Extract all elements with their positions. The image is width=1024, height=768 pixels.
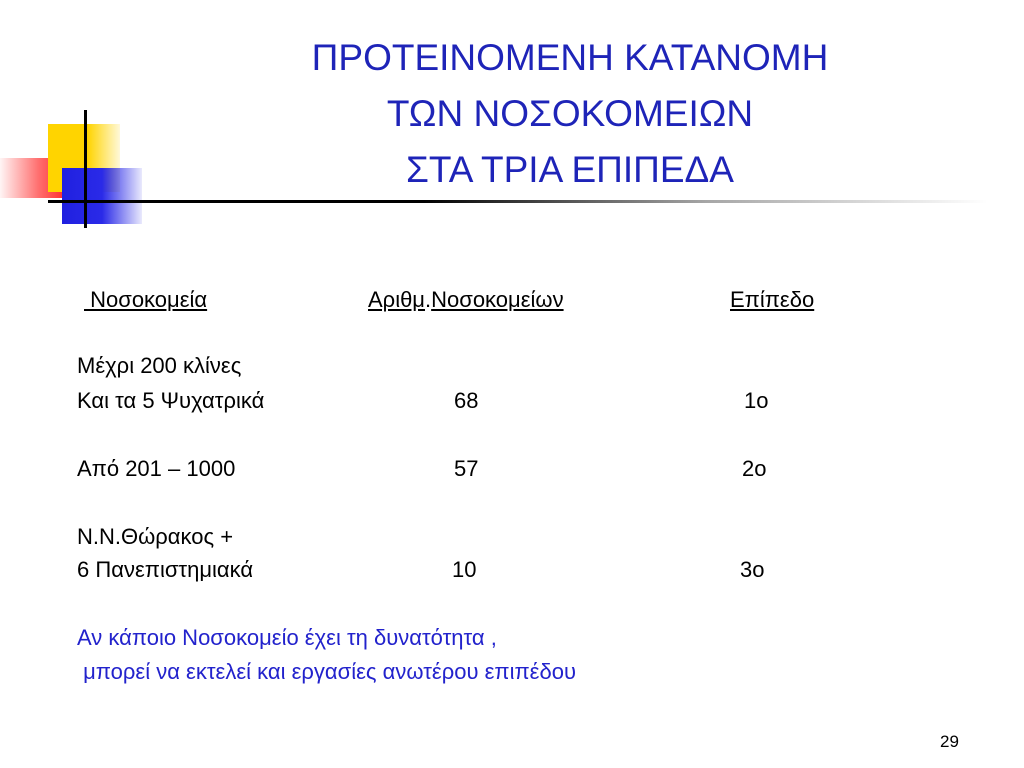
header-level: Επίπεδο — [730, 287, 815, 312]
header-hospitals: Νοσοκομεία — [84, 287, 208, 312]
title-line-3: ΣΤΑ ΤΡΙΑ ΕΠΙΠΕΔΑ — [406, 149, 734, 190]
row-1-label-line-1: Μέχρι 200 κλίνες — [77, 353, 242, 378]
header-count-part2: Νοσοκομείων — [431, 287, 564, 312]
row-3-label-line-1: Ν.Ν.Θώρακος + — [77, 524, 234, 549]
row-3-label-line-2: 6 Πανεπιστημιακά — [77, 557, 254, 582]
vertical-decor-line — [84, 110, 87, 228]
row-1-label-line-2: Και τα 5 Ψυχατρικά — [77, 388, 265, 413]
header-count-part1: Αριθμ — [368, 287, 425, 312]
row-3-level: 3ο — [740, 557, 765, 582]
blue-decor-block — [62, 168, 142, 224]
row-1-level: 1ο — [744, 388, 769, 413]
title-line-1: ΠΡΟΤΕΙΝΟΜΕΝΗ ΚΑΤΑΝΟΜΗ — [311, 37, 829, 78]
note-line-1: Αν κάποιο Νοσοκομείο έχει τη δυνατότητα , — [77, 625, 497, 650]
row-2-level: 2ο — [742, 456, 767, 481]
row-2-count: 57 — [454, 456, 479, 481]
row-2-label: Από 201 – 1000 — [77, 456, 236, 481]
note-line-2: μπορεί να εκτελεί και εργασίες ανωτέρου επιπέδου — [77, 659, 576, 684]
row-1-count: 68 — [454, 388, 479, 413]
slide-title — [170, 30, 970, 198]
page-number: 29 — [940, 732, 959, 751]
title-line-2: ΤΩΝ ΝΟΣΟΚΟΜΕΙΩΝ — [386, 93, 754, 134]
header-count — [368, 286, 564, 314]
row-3-count: 10 — [452, 557, 477, 582]
header-count-dot: . — [425, 287, 432, 312]
title-underline — [48, 200, 988, 203]
